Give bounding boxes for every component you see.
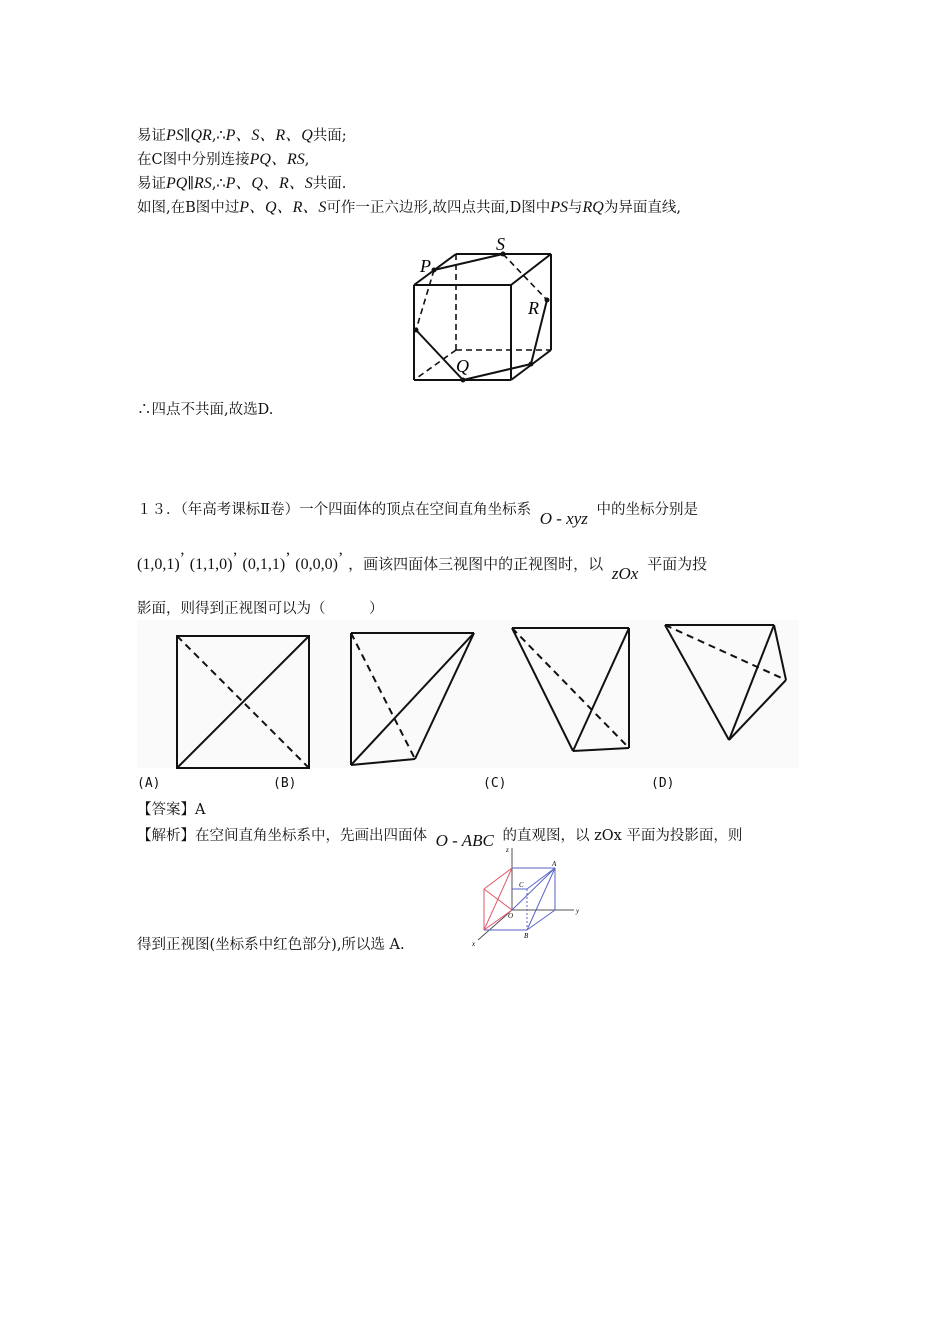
cube-hexagon-figure [405, 228, 565, 388]
question-13-line-3: 影面，则得到正视图可以为（ ） [137, 601, 384, 617]
plane-zox: zOx [611, 564, 639, 583]
label-r: R [528, 298, 539, 318]
point-o: O [508, 912, 514, 920]
options-figure [137, 620, 817, 770]
point-c: C [519, 881, 524, 889]
analysis-line-2: 得到正视图(坐标系中红色部分),所以选 A. [137, 937, 405, 953]
answer-line: 【答案】A [137, 802, 206, 818]
conclusion-line: ∴四点不共面,故选D. [137, 402, 274, 418]
solution-line-4: 如图,在B图中过P、Q、R、S可作一正六边形,故四点共面,D图中PS与RQ为异面直线, [137, 199, 681, 216]
option-c-label: (C) [483, 776, 507, 791]
axis-z: z [506, 846, 509, 854]
solution-line-1: 易证PS∥QR,∴P、S、R、Q共面; [137, 127, 347, 144]
label-q: Q [456, 356, 469, 376]
point-b: B [524, 932, 529, 940]
question-13-line-1: １３．（年高考课标Ⅱ卷）一个四面体的顶点在空间直角坐标系 O - xyz 中的坐标分别是 [137, 502, 698, 528]
question-13-line-2: (1,0,1)’ (1,1,0)’ (0,1,1)’ (0,0,0)’ ，画该四面体三视图中的正视图时，以 zOx 平面为投 [137, 550, 708, 583]
point-a: A [552, 860, 557, 868]
option-d-label: (D) [651, 776, 675, 791]
solution-line-2: 在C图中分别连接PQ、RS, [137, 151, 310, 168]
label-p: P [420, 256, 431, 276]
label-s: S [496, 234, 505, 254]
analysis-line-1: 【解析】在空间直角坐标系中，先画出四面体 O - ABC 的直观图，以 zOx 平面为投影面，则 [137, 828, 743, 850]
option-a-label: (A) [137, 776, 161, 791]
option-b-label: (B) [273, 776, 297, 791]
tetra-oabc: O - ABC [435, 831, 494, 850]
coord-system: O - xyz [539, 509, 588, 528]
solution-line-3: 易证PQ∥RS,∴P、Q、R、S共面. [137, 175, 347, 192]
coordinate-system-figure [470, 843, 580, 948]
axis-x: x [472, 940, 476, 948]
axis-y: y [576, 907, 580, 915]
